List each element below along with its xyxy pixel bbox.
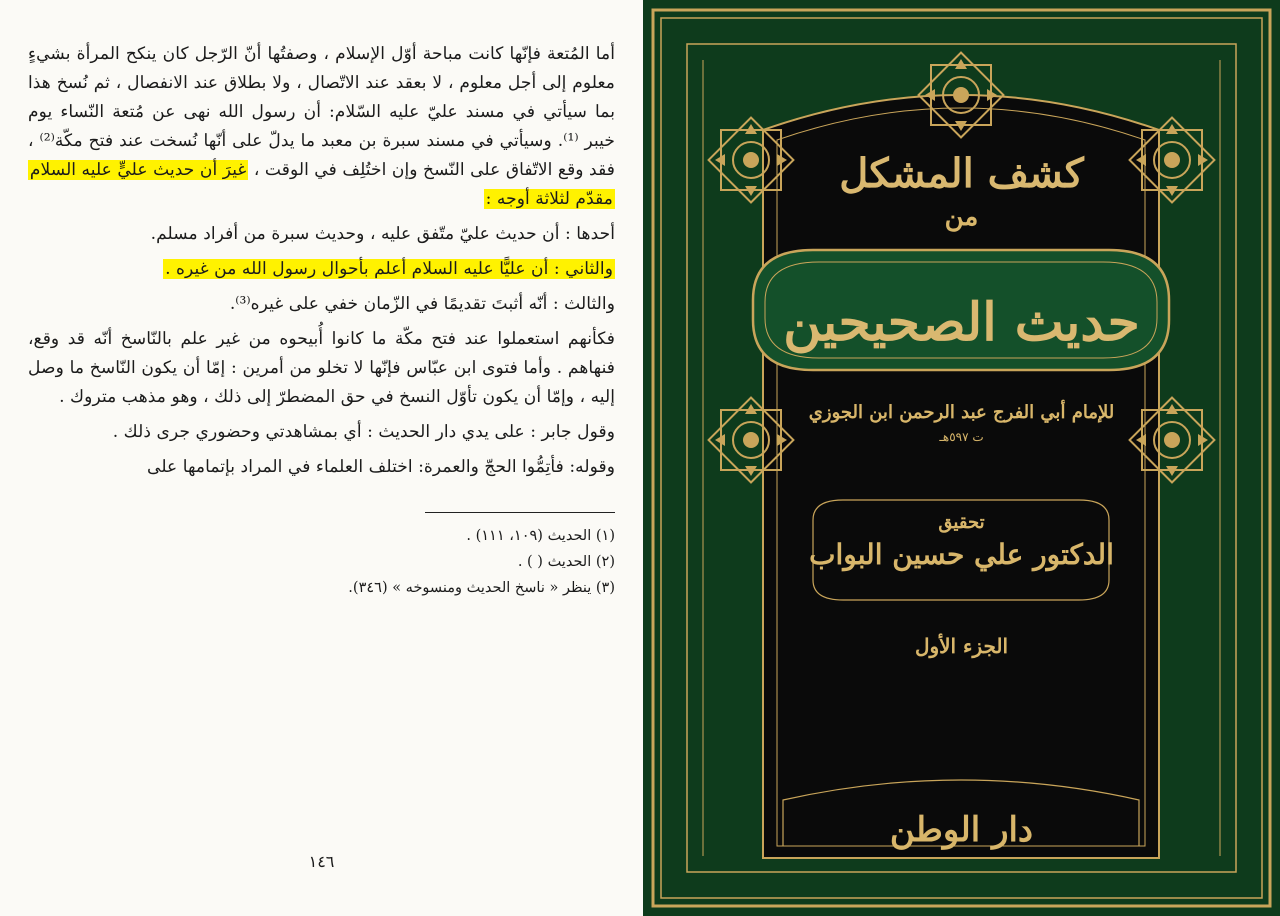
page-number: ١٤٦ (308, 852, 335, 871)
paragraph-ibn-abbas: فكأنهم استعملوا عند فتح مكّة ما كانوا أُبيحوه من غير علم بالنّاسخ أنّه قد وقع، فنهاهم . وأما فتوى ابن عبّاس فإنّها لا تخلو من أمرين : إمّا أن يكون النّاسخ ما وصل إليه ، وإمّا أن يكون تأوّل النسخ في حق المضطرّ إلى ذلك ، وهو مذهب متروك . (28, 329, 615, 407)
cover-volume: الجزء الأول (914, 634, 1009, 658)
footnote-3: (٣) ينظر « ناسخ الحديث ومنسوخه » (٣٤٦). (348, 580, 615, 596)
cover-author: للإمام أبي الفرج عبد الرحمن ابن الجوزي (808, 402, 1115, 423)
highlight-ali-hadith: غيرَ أن حديث عليٍّ عليه السلام مقدّم لثلاثة أوجه : (29, 160, 613, 209)
cover-main-title: حديث الصحيحين (783, 292, 1140, 353)
cover-editor-label: تحقيق (938, 512, 985, 533)
footnote-2: (٢) الحديث ( ) . (517, 554, 615, 570)
highlight-second-reason: والثاني : أن عليًّا عليه السلام أعلم بأحوال رسول الله من غيره . (165, 259, 613, 279)
paragraph-hajj: وقوله: فأتِمُّوا الحجّ والعمرة: اختلف العلماء في المراد بإتمامها على (147, 457, 615, 477)
paragraph-second-reason (28, 255, 615, 284)
cover-editor-name: الدكتور علي حسين البواب (809, 538, 1114, 571)
cover-title-line1: كشف المشكل (839, 150, 1084, 197)
cover-publisher: دار الوطن (889, 810, 1034, 850)
paragraph-mutah-text: أما المُتعة فإنّها كانت مباحة أوّل الإسلام ، وصفتُها أنّ الرّجل كان ينكح المرأة بشيءٍ معلوم إلى أجل معلوم ، لا بعقد عند الاتّصال ، ولا بطلاق عند الانفصال ، ثم نُسخ هذا بما سيأتي في مسند عليّ عليه السّلام: أن رسول الله نهى عن مُتعة النّساء يوم خيبر ⁽¹⁾. وسيأتي في مسند سبرة بن معبد ما يدلّ على أنّها نُسخت عند فتح مكّة⁽²⁾ ، فقد وقع الاتّفاق على النّسخ وإن اختُلِف في الوقت ، (28, 44, 615, 180)
cover-author-death: ت ٥٩٧هـ (939, 430, 984, 444)
footnote-divider (425, 512, 615, 513)
paragraph-first-reason: أحدها : أن حديث عليّ متّفق عليه ، وحديث سبرة من أفراد مسلم. (150, 224, 615, 244)
paragraph-mutah (28, 40, 615, 214)
cover-title-line2: من (944, 202, 979, 232)
paragraph-third-reason: والثالث : أنّه أثبتَ تقديمًا في الزّمان خفي على غيره⁽³⁾. (229, 294, 615, 314)
book-cover (643, 0, 1280, 916)
footnote-1: (١) الحديث (١٠٩، ١١١) . (466, 528, 615, 544)
paragraph-jabir: وقول جابر : على يدي دار الحديث : أي بمشاهدتي وحضوري جرى ذلك . (112, 422, 615, 442)
cover-ornament-frame (643, 0, 1280, 916)
